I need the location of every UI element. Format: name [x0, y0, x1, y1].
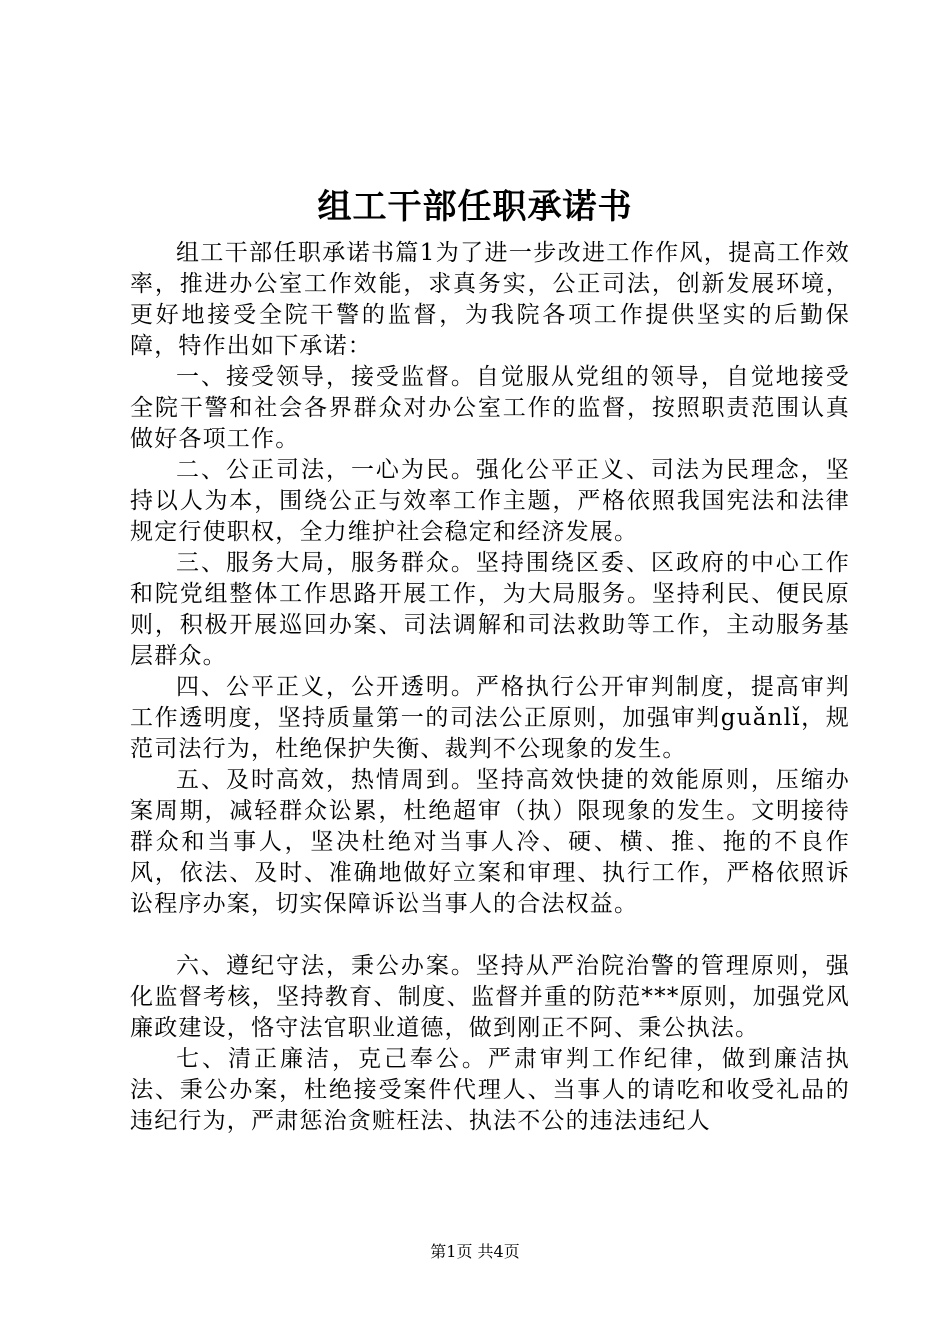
document-body — [130, 238, 850, 1137]
paragraph-1: 一、接受领导，接受监督。自觉服从党组的领导，自觉地接受全院干警和社会各界群众对办公室工作的监督，按照职责范围认真做好各项工作。 — [130, 364, 850, 452]
page-footer: 第1页 共4页 — [430, 1242, 520, 1261]
paragraph-2: 二、公正司法，一心为民。强化公平正义、司法为民理念，坚持以人为本，围绕公正与效率工作主题，严格依照我国宪法和法律规定行使职权，全力维护社会稳定和经济发展。 — [130, 457, 850, 545]
paragraph-4: 四、公平正义，公开透明。严格执行公开审判制度，提高审判工作透明度，坚持质量第一的司法公正原则，加强审判guǎnlǐ，规范司法行为，杜绝保护失衡、裁判不公现象的发生。 — [130, 674, 850, 762]
paragraph-3: 三、服务大局，服务群众。坚持围绕区委、区政府的中心工作和院党组整体工作思路开展工作，为大局服务。坚持利民、便民原则，积极开展巡回办案、司法调解和司法救助等工作，主动服务基层群众。 — [130, 550, 850, 669]
document-title: 组工干部任职承诺书 — [317, 187, 633, 227]
paragraph-5: 五、及时高效，热情周到。坚持高效快捷的效能原则，压缩办案周期，减轻群众讼累，杜绝超审（执）限现象的发生。文明接待群众和当事人，坚决杜绝对当事人冷、硬、横、推、拖的不良作风，依法、及时、准确地做好立案和审理、执行工作，严格依照诉讼程序办案，切实保障诉讼当事人的合法权益。 — [130, 767, 850, 917]
paragraph-7: 七、清正廉洁，克己奉公。严肃审判工作纪律，做到廉洁执法、秉公办案，杜绝接受案件代理人、当事人的请吃和收受礼品的违纪行为，严肃惩治贪赃枉法、执法不公的违法违纪人 — [130, 1046, 850, 1134]
paragraph-gap — [130, 920, 850, 951]
paragraph-intro: 组工干部任职承诺书篇1为了进一步改进工作作风，提高工作效率，推进办公室工作效能，求真务实，公正司法，创新发展环境，更好地接受全院干警的监督，为我院各项工作提供坚实的后勤保障，特作出如下承诺： — [130, 240, 850, 359]
paragraph-6: 六、遵纪守法，秉公办案。坚持从严治院治警的管理原则，强化监督考核，坚持教育、制度、监督并重的防范***原则，加强党风廉政建设，恪守法官职业道德，做到刚正不阿、秉公执法。 — [130, 953, 850, 1041]
